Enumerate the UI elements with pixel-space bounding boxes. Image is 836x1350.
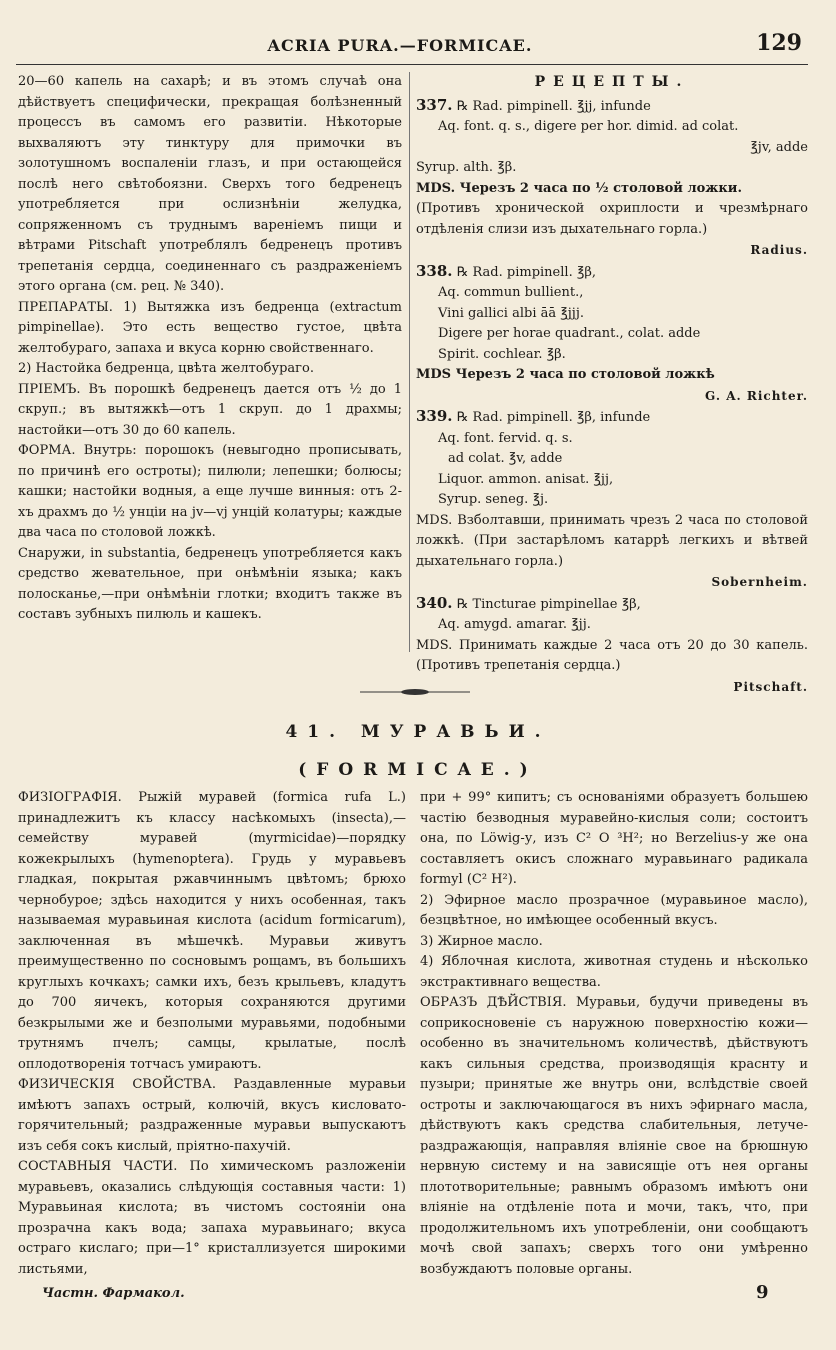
recipe-339: [416, 406, 808, 593]
footer-signature: Частн. Фармакол.: [42, 1286, 185, 1301]
paragraph-physical-properties: ФИЗИЧЕСКІЯ СВОЙСТВА. Раздавленные муравьи имѣютъ запахъ острый, колючій, вкусъ кисловато-горячительный; раздраженные муравьи выпускаютъ изъ себя сокъ кислый, пріятно-пахучій.: [18, 1077, 406, 1154]
section-subtitle: (FORMICAE.): [298, 760, 538, 780]
paragraph-action: ОБРАЗЪ ДѢЙСТВІЯ. Муравьи, будучи приведены въ соприкосновеніе съ наружною поверхностію кожи—особенно въ значительномъ количествѣ, дѣйствуютъ какъ сильныя средства, производящія краснту и пузыри; принятые же внутрь они, вслѣдствіе своей остроты и заключающагося въ нихъ эфирнаго масла, дѣйствуютъ какъ средства слабительныя, летуче-раздражающія, направляя вліяніе свое на брюшную нервную систему и на зависящіе отъ нея органы плототворительные; равнымъ образомъ имѣютъ они вліяніе на отдѣленіе пота и мочи, такъ, что, при продолжительномъ ихъ употребленіи, они сообщаютъ мочѣ свой запахъ; сверхъ того они умѣренно возбуждаютъ половые органы.: [420, 995, 808, 1277]
recipe-line: (Противъ хронической охриплости и чрезмѣрнаго отдѣленія слизи изъ дыхательнаго горла.): [416, 201, 808, 237]
recipe-number: 339.: [416, 407, 453, 425]
recipe-line: Aq. amygd. amarar. ℥jj.: [438, 617, 591, 632]
ornament-divider: [360, 688, 470, 696]
recipe-line: Aq. font. q. s., digere per hor. dimid. ad colat.: [438, 119, 739, 134]
section-title: 41. МУРАВЬИ.: [285, 722, 551, 742]
recipe-line: Digere per horae quadrant., colat. adde: [438, 326, 701, 341]
paragraph-dosage: ПРІЕМЪ. Въ порошкѣ бедренецъ дается отъ ½ до 1 скруп.; въ вытяжкѣ—отъ 1 скруп. до 1 драхмы; настойки—отъ 30 до 60 капель.: [18, 381, 402, 438]
page-number: 129: [756, 30, 802, 56]
recipe-line: Liquor. ammon. anisat. ℥jj,: [438, 471, 614, 487]
recipe-338: [416, 261, 808, 407]
recipes-column: [416, 72, 808, 697]
recipe-line: MDS. Принимать каждые 2 часа отъ 20 до 30 капель. (Противъ трепетанія сердца.): [416, 637, 808, 673]
recipe-line: Syrup. seneg. ℥j.: [438, 492, 549, 507]
recipe-line: MDS. Черезъ 2 часа по ½ столовой ложки.: [416, 180, 742, 196]
recipe-line: ℥jv, adde: [750, 139, 808, 155]
recipe-337: [416, 95, 808, 261]
recipe-line: ℞ Tincturae pimpinellae ℥β,: [456, 596, 641, 612]
paragraph-physiography: ФИЗІОГРАФІЯ. Рыжій муравей (formica rufa L.) принадлежитъ къ классу насѣкомыхъ (insecta),—семейству муравей (myrmicidae)—порядку кожекрылыхъ (hymenoptera). Грудь у муравьевъ гладкая, покрытая ржавчиннымъ цвѣтомъ; брюхо чернобурое; здѣсь находится у нихъ особенная, такъ называемая муравьиная кислота (acidum formicarum), заключенная въ мѣшечкѣ. Муравьи живутъ преимущественно по сосновымъ рощамъ, въ большихъ круглыхъ кочкахъ; самки ихъ, безъ крыльевъ, кладутъ до 700 яичекъ, которыя сохраняются другими безкрылыми же и безполыми муравьями, подобными трутнямъ пчелъ; самцы, крылатые, послѣ оплодотворенія тотчасъ умираютъ.: [18, 790, 406, 1072]
recipe-line: Spirit. cochlear. ℥β.: [438, 346, 566, 362]
recipe-author: Pitschaft.: [733, 679, 808, 694]
paragraph-intro: 20—60 капель на сахарѣ; и въ этомъ случаѣ она дѣйствуетъ специфически, прекращая болѣзненный процессъ въ самомъ его развитіи. Нѣкоторые выхваляютъ эту тинктуру для примочки въ золотушномъ воспаленіи глазъ, и при остающейся послѣ него свѣтобоязни. Сверхъ того бедренецъ употребляется при ослизнѣніи желудка, сопряженномъ съ труднымъ вареніемъ пищи и вѣтрами Pitschaft употреблялъ бедренецъ противъ трепетанія сердца, соединеннаго съ раздраженіемъ этого органа (см. рец. № 340).: [18, 74, 402, 294]
paragraph-acid-continued: при + 99° кипитъ; съ основаніями образуетъ большею частію безводныя муравейно-кислыя соли; состоитъ она, по Löwig-у, изъ C² O ³H²; но Berzelius-у же она составляетъ окисъ сложнаго муравьинаго радикала formyl (C² H²).: [420, 790, 808, 887]
signature-mark: 9: [756, 1282, 769, 1303]
recipe-number: 338.: [416, 261, 453, 280]
left-column-bottom: [18, 788, 406, 1280]
recipe-line: Aq. commun bullient.,: [438, 285, 584, 300]
right-column-bottom: [420, 788, 808, 1280]
recipe-line: ℞ Rad. pimpinell. ℥jj, infunde: [456, 98, 651, 114]
paragraph-components: СОСТАВНЫЯ ЧАСТИ. По химическомъ разложеніи муравьевъ, оказались слѣдующія составныя части: 1) Муравьиная кислота; въ чистомъ состояніи она прозрачна какъ вода; запаха муравьинаго; вкуса остраго кислаго; при—1° кристаллизуется широкими листьями,: [18, 1159, 406, 1277]
recipe-author: Sobernheim.: [711, 575, 808, 589]
paragraph-form: ФОРМА. Внутрь: порошокъ (невыгодно прописывать, по причинѣ его остроты); пилюли; лепешки; болюсы; кашки; настойки водныя, а еще лучше винныя: отъ 2-хъ драхмъ до ½ унціи на jv—vj унцій колатуры; каждые два часа по столовой ложкѣ.: [18, 443, 402, 540]
recipe-line: ad colat. ℥v, adde: [448, 451, 563, 466]
paragraph-malic-acid: 4) Яблочная кислота, животная студень и нѣсколько экстрактивнаго вещества.: [420, 954, 808, 990]
recipe-line: ℞ Rad. pimpinell. ℥β, infunde: [456, 410, 651, 425]
header-rule: [16, 64, 808, 65]
recipe-340: [416, 593, 808, 698]
recipe-author: G. A. Richter.: [705, 388, 808, 403]
paragraph-external-use: Снаружи, in substantia, бедренецъ употребляется какъ средство жевательное, при онѣмѣніи языка; какъ полосканье,—при онѣмѣніи глотки; входитъ также въ составъ зубныхъ пилюль и кашекъ.: [18, 545, 402, 622]
recipe-line: Aq. font. fervid. q. s.: [438, 430, 573, 446]
recipe-line: Vini gallici albi āā ℥jjj.: [438, 305, 584, 321]
recipe-number: 340.: [416, 593, 453, 612]
recipe-line: MDS. Взболтавши, принимать чрезъ 2 часа по столовой ложкѣ. (При застарѣломъ катаррѣ легкихъ и вѣтвей дыхательнаго горла.): [416, 512, 808, 569]
recipes-title: РЕЦЕПТЫ.: [534, 74, 690, 90]
paragraph-fatty-oil: 3) Жирное масло.: [420, 933, 543, 949]
column-divider: [409, 72, 410, 652]
recipe-line: Syrup. alth. ℥β.: [416, 160, 517, 175]
paragraph-tincture: 2) Настойка бедренца, цвѣта желтобураго.: [18, 361, 314, 376]
recipe-author: Radius.: [750, 243, 808, 257]
paragraph-preparations: ПРЕПАРАТЫ. 1) Вытяжка изъ бедренца (extractum pimpinellae). Это есть вещество густое, цвѣта желтобураго, запаха и вкуса корню свойственнаго.: [18, 299, 402, 356]
running-header: ACRIA PURA.—FORMICAE.: [267, 36, 533, 55]
recipe-line: ℞ Rad. pimpinell. ℥β,: [456, 264, 596, 280]
recipe-line: MDS Черезъ 2 часа по столовой ложкѣ: [416, 367, 715, 382]
recipe-number: 337.: [416, 95, 453, 114]
paragraph-ether-oil: 2) Эфирное масло прозрачное (муравьиное масло), безцвѣтное, но имѣющее особенный вкусъ.: [420, 892, 808, 928]
left-column-top: [18, 72, 402, 626]
